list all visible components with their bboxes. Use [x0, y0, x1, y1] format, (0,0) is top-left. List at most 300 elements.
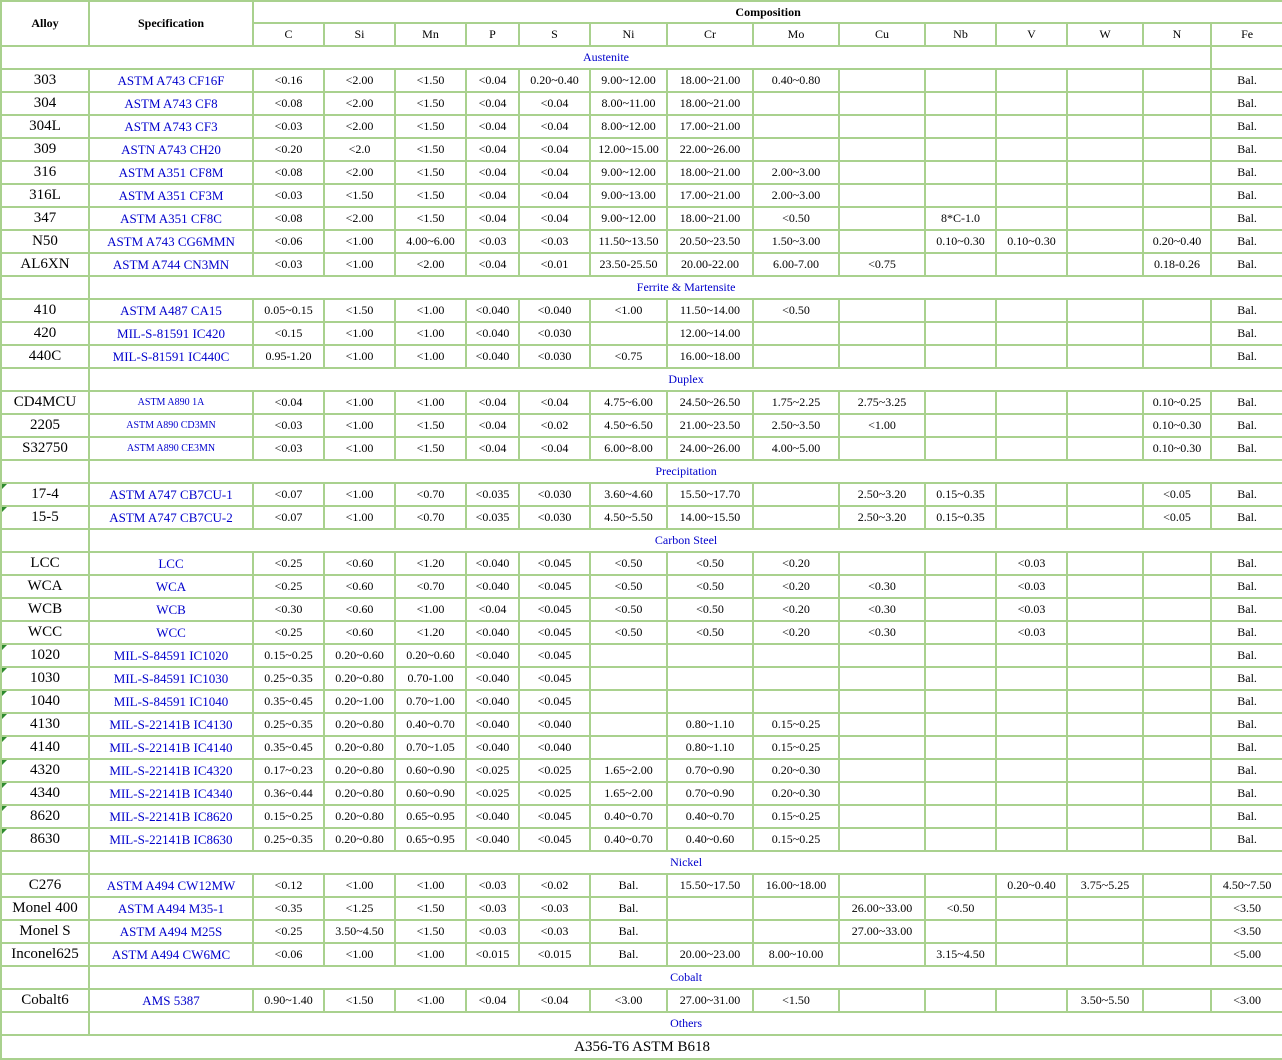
composition-cell-ni: Bal.	[590, 943, 667, 966]
composition-cell-mo: <0.20	[753, 552, 839, 575]
composition-cell-ni: 9.00~13.00	[590, 184, 667, 207]
composition-cell-mn: <1.00	[395, 874, 466, 897]
composition-cell-mo	[753, 115, 839, 138]
composition-cell-v	[996, 322, 1067, 345]
table-row	[1, 161, 1282, 184]
group-title: Ferrite & Martensite	[89, 276, 1282, 299]
composition-cell-v	[996, 690, 1067, 713]
composition-cell-n	[1143, 874, 1211, 897]
composition-cell-mo: 1.75~2.25	[753, 391, 839, 414]
specification-cell: WCC	[89, 621, 253, 644]
composition-cell-si: <1.50	[324, 184, 395, 207]
composition-cell-p: <0.035	[466, 506, 519, 529]
composition-cell-w	[1067, 437, 1143, 460]
composition-cell-cu: 27.00~33.00	[839, 920, 925, 943]
composition-cell-cr: 0.80~1.10	[667, 736, 753, 759]
composition-cell-fe: Bal.	[1211, 805, 1282, 828]
composition-cell-p: <0.025	[466, 782, 519, 805]
composition-cell-s: <0.045	[519, 667, 590, 690]
alloy-column-header: Alloy	[1, 1, 89, 46]
alloy-cell: Monel S	[1, 920, 89, 943]
composition-cell-s: <0.02	[519, 414, 590, 437]
alloy-cell: 8620	[1, 805, 89, 828]
composition-cell-mn: <1.50	[395, 115, 466, 138]
composition-cell-cu	[839, 552, 925, 575]
composition-cell-ni: 8.00~11.00	[590, 92, 667, 115]
composition-cell-fe: 4.50~7.50	[1211, 874, 1282, 897]
group-blank-cell	[1, 1012, 89, 1035]
composition-cell-w	[1067, 138, 1143, 161]
composition-cell-ni: 9.00~12.00	[590, 207, 667, 230]
composition-cell-cr: 17.00~21.00	[667, 184, 753, 207]
alloy-cell: N50	[1, 230, 89, 253]
composition-cell-si: <1.00	[324, 874, 395, 897]
composition-cell-n: 0.18-0.26	[1143, 253, 1211, 276]
composition-cell-p: <0.040	[466, 667, 519, 690]
composition-cell-n	[1143, 92, 1211, 115]
composition-cell-mn: 0.60~0.90	[395, 782, 466, 805]
specification-cell: ASTN A743 CH20	[89, 138, 253, 161]
group-header-row	[1, 460, 1282, 483]
composition-cell-v	[996, 115, 1067, 138]
composition-cell-cu	[839, 805, 925, 828]
composition-cell-n: 0.10~0.25	[1143, 391, 1211, 414]
alloy-cell: AL6XN	[1, 253, 89, 276]
composition-cell-mn: <1.00	[395, 598, 466, 621]
composition-cell-v	[996, 253, 1067, 276]
composition-cell-fe: Bal.	[1211, 598, 1282, 621]
composition-cell-si: 0.20~0.80	[324, 736, 395, 759]
composition-cell-v	[996, 184, 1067, 207]
group-header-row	[1, 46, 1282, 69]
composition-cell-mo	[753, 138, 839, 161]
composition-cell-n	[1143, 828, 1211, 851]
composition-cell-c: 0.25~0.35	[253, 713, 324, 736]
composition-cell-si: 0.20~0.80	[324, 805, 395, 828]
composition-cell-s: <0.03	[519, 920, 590, 943]
alloy-cell: 316L	[1, 184, 89, 207]
composition-cell-si: <1.00	[324, 345, 395, 368]
composition-cell-s: <0.030	[519, 506, 590, 529]
composition-cell-fe: Bal.	[1211, 299, 1282, 322]
alloy-cell: 1040	[1, 690, 89, 713]
composition-cell-nb	[925, 920, 996, 943]
composition-cell-si: <2.00	[324, 115, 395, 138]
alloy-cell: 4320	[1, 759, 89, 782]
table-row	[1, 552, 1282, 575]
group-blank-cell	[1, 460, 89, 483]
composition-cell-s: <0.040	[519, 736, 590, 759]
composition-cell-s: <0.040	[519, 713, 590, 736]
group-blank-cell	[1, 529, 89, 552]
composition-cell-cr: 18.00~21.00	[667, 161, 753, 184]
composition-cell-mo	[753, 322, 839, 345]
composition-cell-nb	[925, 598, 996, 621]
composition-cell-mo	[753, 897, 839, 920]
composition-cell-c: <0.25	[253, 552, 324, 575]
composition-cell-mn: <1.20	[395, 621, 466, 644]
composition-cell-s: <0.025	[519, 759, 590, 782]
others-value: A356-T6 ASTM B618	[1, 1035, 1282, 1059]
alloy-cell: 1020	[1, 644, 89, 667]
composition-cell-mn: <1.20	[395, 552, 466, 575]
composition-cell-c: <0.25	[253, 575, 324, 598]
composition-cell-mo	[753, 920, 839, 943]
composition-cell-nb	[925, 253, 996, 276]
composition-cell-mn: <0.70	[395, 483, 466, 506]
composition-cell-v: 0.10~0.30	[996, 230, 1067, 253]
alloy-cell: 410	[1, 299, 89, 322]
specification-cell: ASTM A747 CB7CU-1	[89, 483, 253, 506]
composition-cell-cu	[839, 69, 925, 92]
alloy-cell: Monel 400	[1, 897, 89, 920]
composition-cell-mo: <0.20	[753, 598, 839, 621]
composition-cell-n: 0.10~0.30	[1143, 414, 1211, 437]
composition-cell-p: <0.04	[466, 207, 519, 230]
composition-cell-s: <0.045	[519, 644, 590, 667]
composition-cell-mo: 0.15~0.25	[753, 736, 839, 759]
element-header-ni: Ni	[590, 23, 667, 46]
specification-cell: ASTM A494 M25S	[89, 920, 253, 943]
composition-cell-c: <0.25	[253, 920, 324, 943]
group-title: Nickel	[89, 851, 1282, 874]
composition-cell-cu	[839, 644, 925, 667]
composition-cell-c: <0.20	[253, 138, 324, 161]
alloy-cell: WCB	[1, 598, 89, 621]
element-header-fe: Fe	[1211, 23, 1282, 46]
composition-cell-ni: 4.75~6.00	[590, 391, 667, 414]
specification-cell: ASTM A351 CF8C	[89, 207, 253, 230]
composition-cell-v	[996, 943, 1067, 966]
composition-cell-fe: Bal.	[1211, 345, 1282, 368]
group-header-row-others	[1, 1012, 1282, 1035]
composition-cell-c: <0.03	[253, 414, 324, 437]
composition-cell-n	[1143, 322, 1211, 345]
element-header-si: Si	[324, 23, 395, 46]
composition-cell-n	[1143, 713, 1211, 736]
composition-cell-s: <0.025	[519, 782, 590, 805]
composition-cell-w	[1067, 322, 1143, 345]
composition-cell-v	[996, 736, 1067, 759]
composition-cell-s: <0.015	[519, 943, 590, 966]
alloy-cell: Inconel625	[1, 943, 89, 966]
composition-cell-nb	[925, 621, 996, 644]
table-row	[1, 874, 1282, 897]
composition-cell-cr: 18.00~21.00	[667, 207, 753, 230]
composition-cell-si: <1.50	[324, 989, 395, 1012]
composition-cell-s: <0.03	[519, 897, 590, 920]
composition-cell-si: <0.60	[324, 575, 395, 598]
composition-cell-cr: 11.50~14.00	[667, 299, 753, 322]
composition-cell-si: <1.00	[324, 506, 395, 529]
composition-cell-cr	[667, 920, 753, 943]
composition-cell-w	[1067, 115, 1143, 138]
specification-cell: MIL-S-22141B IC8630	[89, 828, 253, 851]
table-row	[1, 414, 1282, 437]
alloy-cell: 4140	[1, 736, 89, 759]
composition-cell-w	[1067, 299, 1143, 322]
composition-cell-v: 0.20~0.40	[996, 874, 1067, 897]
specification-cell: ASTM A494 M35-1	[89, 897, 253, 920]
composition-cell-n	[1143, 161, 1211, 184]
composition-cell-nb	[925, 184, 996, 207]
composition-cell-ni: 0.40~0.70	[590, 805, 667, 828]
table-row	[1, 92, 1282, 115]
composition-cell-fe: <3.50	[1211, 920, 1282, 943]
composition-cell-ni: 6.00~8.00	[590, 437, 667, 460]
composition-cell-c: <0.35	[253, 897, 324, 920]
composition-cell-mo	[753, 92, 839, 115]
composition-cell-mn: 0.60~0.90	[395, 759, 466, 782]
composition-cell-w	[1067, 943, 1143, 966]
composition-cell-cu	[839, 92, 925, 115]
specification-cell: ASTM A743 CF16F	[89, 69, 253, 92]
specification-cell: LCC	[89, 552, 253, 575]
composition-cell-w	[1067, 713, 1143, 736]
composition-cell-si: <0.60	[324, 621, 395, 644]
composition-cell-n	[1143, 943, 1211, 966]
composition-cell-fe: Bal.	[1211, 506, 1282, 529]
table-row	[1, 759, 1282, 782]
composition-cell-w: 3.50~5.50	[1067, 989, 1143, 1012]
composition-cell-ni: 4.50~5.50	[590, 506, 667, 529]
composition-cell-c: <0.30	[253, 598, 324, 621]
composition-cell-p: <0.04	[466, 115, 519, 138]
composition-cell-p: <0.03	[466, 230, 519, 253]
composition-cell-w	[1067, 736, 1143, 759]
composition-cell-nb	[925, 69, 996, 92]
composition-cell-nb	[925, 690, 996, 713]
composition-cell-c: 0.25~0.35	[253, 667, 324, 690]
composition-cell-fe: Bal.	[1211, 552, 1282, 575]
composition-cell-cr: <0.50	[667, 575, 753, 598]
composition-cell-s: <0.03	[519, 230, 590, 253]
composition-cell-ni: <0.50	[590, 621, 667, 644]
table-row	[1, 184, 1282, 207]
composition-cell-n	[1143, 184, 1211, 207]
composition-cell-p: <0.025	[466, 759, 519, 782]
composition-cell-cr: 20.50~23.50	[667, 230, 753, 253]
composition-cell-n	[1143, 897, 1211, 920]
composition-cell-cr: 18.00~21.00	[667, 69, 753, 92]
composition-cell-ni: 12.00~15.00	[590, 138, 667, 161]
composition-cell-cu	[839, 184, 925, 207]
composition-cell-n: 0.10~0.30	[1143, 437, 1211, 460]
composition-cell-mo: <1.50	[753, 989, 839, 1012]
composition-cell-fe: Bal.	[1211, 667, 1282, 690]
composition-cell-c: <0.08	[253, 207, 324, 230]
composition-cell-mn: <1.50	[395, 437, 466, 460]
table-row	[1, 506, 1282, 529]
composition-cell-mn: <1.50	[395, 184, 466, 207]
composition-cell-mn: 4.00~6.00	[395, 230, 466, 253]
composition-cell-cu: 2.75~3.25	[839, 391, 925, 414]
composition-cell-mo: 0.15~0.25	[753, 805, 839, 828]
group-title: Austenite	[1, 46, 1211, 69]
composition-cell-p: <0.04	[466, 184, 519, 207]
composition-cell-w	[1067, 667, 1143, 690]
composition-cell-cu	[839, 667, 925, 690]
composition-cell-s: <0.04	[519, 115, 590, 138]
composition-cell-w	[1067, 184, 1143, 207]
composition-cell-fe: Bal.	[1211, 828, 1282, 851]
composition-cell-nb: 8*C-1.0	[925, 207, 996, 230]
composition-cell-w	[1067, 230, 1143, 253]
composition-cell-p: <0.04	[466, 391, 519, 414]
table-row	[1, 69, 1282, 92]
composition-cell-cr: 14.00~15.50	[667, 506, 753, 529]
composition-cell-mn: <1.50	[395, 414, 466, 437]
composition-cell-mo: 6.00-7.00	[753, 253, 839, 276]
composition-cell-p: <0.04	[466, 69, 519, 92]
group-blank-cell	[1, 276, 89, 299]
composition-cell-p: <0.040	[466, 690, 519, 713]
composition-cell-cr: 0.70~0.90	[667, 759, 753, 782]
composition-cell-mn: <1.50	[395, 920, 466, 943]
table-row	[1, 207, 1282, 230]
composition-cell-n	[1143, 299, 1211, 322]
composition-cell-s: <0.04	[519, 92, 590, 115]
composition-cell-p: <0.040	[466, 713, 519, 736]
group-header-row	[1, 851, 1282, 874]
composition-cell-si: 0.20~1.00	[324, 690, 395, 713]
composition-cell-p: <0.04	[466, 253, 519, 276]
composition-cell-p: <0.040	[466, 322, 519, 345]
table-row	[1, 736, 1282, 759]
composition-cell-c: <0.16	[253, 69, 324, 92]
composition-cell-w	[1067, 644, 1143, 667]
composition-cell-si: <1.25	[324, 897, 395, 920]
composition-cell-cu	[839, 161, 925, 184]
composition-cell-w	[1067, 483, 1143, 506]
composition-cell-c: <0.12	[253, 874, 324, 897]
composition-cell-cu: 2.50~3.20	[839, 506, 925, 529]
composition-cell-v: <0.03	[996, 552, 1067, 575]
specification-cell: ASTM A890 1A	[89, 391, 253, 414]
composition-cell-v	[996, 345, 1067, 368]
composition-cell-v	[996, 92, 1067, 115]
composition-cell-c: <0.07	[253, 506, 324, 529]
composition-cell-v	[996, 161, 1067, 184]
composition-cell-p: <0.04	[466, 138, 519, 161]
group-title-others: Others	[89, 1012, 1282, 1035]
composition-cell-fe: Bal.	[1211, 253, 1282, 276]
composition-cell-ni: Bal.	[590, 874, 667, 897]
composition-cell-w	[1067, 621, 1143, 644]
composition-cell-ni	[590, 644, 667, 667]
composition-cell-mn: 0.65~0.95	[395, 828, 466, 851]
composition-cell-si: <2.00	[324, 69, 395, 92]
table-row	[1, 115, 1282, 138]
composition-cell-mn: <1.00	[395, 989, 466, 1012]
element-header-p: P	[466, 23, 519, 46]
composition-cell-mo: 2.00~3.00	[753, 161, 839, 184]
composition-cell-s: <0.02	[519, 874, 590, 897]
alloy-cell: C276	[1, 874, 89, 897]
table-row	[1, 644, 1282, 667]
alloy-cell: 420	[1, 322, 89, 345]
composition-cell-ni: <0.50	[590, 598, 667, 621]
composition-cell-nb	[925, 828, 996, 851]
composition-cell-p: <0.04	[466, 414, 519, 437]
composition-cell-s: <0.04	[519, 138, 590, 161]
composition-cell-cu: <0.30	[839, 598, 925, 621]
composition-cell-nb	[925, 644, 996, 667]
composition-cell-fe: Bal.	[1211, 391, 1282, 414]
composition-cell-w	[1067, 690, 1143, 713]
table-row	[1, 253, 1282, 276]
composition-cell-v	[996, 920, 1067, 943]
composition-cell-cr: 24.00~26.00	[667, 437, 753, 460]
composition-cell-mn: <1.00	[395, 299, 466, 322]
composition-cell-s: <0.030	[519, 322, 590, 345]
specification-cell: ASTM A487 CA15	[89, 299, 253, 322]
element-header-cu: Cu	[839, 23, 925, 46]
composition-cell-ni: 8.00~12.00	[590, 115, 667, 138]
composition-cell-mo: 0.40~0.80	[753, 69, 839, 92]
composition-cell-w	[1067, 253, 1143, 276]
composition-cell-w	[1067, 506, 1143, 529]
alloy-cell: 303	[1, 69, 89, 92]
composition-cell-cr: <0.50	[667, 621, 753, 644]
composition-cell-cr: 0.40~0.60	[667, 828, 753, 851]
composition-cell-nb	[925, 782, 996, 805]
alloy-cell: 304L	[1, 115, 89, 138]
composition-cell-s: <0.030	[519, 345, 590, 368]
table-row	[1, 138, 1282, 161]
composition-cell-mo: <0.20	[753, 621, 839, 644]
composition-cell-p: <0.03	[466, 874, 519, 897]
composition-cell-s: <0.045	[519, 552, 590, 575]
composition-cell-s: <0.045	[519, 621, 590, 644]
composition-cell-p: <0.015	[466, 943, 519, 966]
specification-cell: WCA	[89, 575, 253, 598]
element-header-v: V	[996, 23, 1067, 46]
alloy-cell: 2205	[1, 414, 89, 437]
composition-cell-cu: 2.50~3.20	[839, 483, 925, 506]
composition-cell-v	[996, 437, 1067, 460]
composition-cell-ni	[590, 713, 667, 736]
composition-cell-n	[1143, 138, 1211, 161]
composition-cell-mo: 0.20~0.30	[753, 759, 839, 782]
composition-cell-v	[996, 828, 1067, 851]
table-row	[1, 828, 1282, 851]
composition-cell-cr	[667, 897, 753, 920]
composition-cell-fe: Bal.	[1211, 69, 1282, 92]
group-title: Duplex	[89, 368, 1282, 391]
composition-cell-ni: <0.75	[590, 345, 667, 368]
alloy-cell: 316	[1, 161, 89, 184]
composition-cell-cu	[839, 138, 925, 161]
composition-cell-p: <0.040	[466, 805, 519, 828]
composition-cell-cr: 18.00~21.00	[667, 92, 753, 115]
table-row	[1, 230, 1282, 253]
composition-cell-ni: 1.65~2.00	[590, 782, 667, 805]
specification-cell: ASTM A743 CF8	[89, 92, 253, 115]
specification-cell: MIL-S-81591 IC420	[89, 322, 253, 345]
group-header-row	[1, 368, 1282, 391]
composition-cell-s: <0.04	[519, 391, 590, 414]
composition-cell-s: <0.04	[519, 161, 590, 184]
table-body	[1, 46, 1282, 1059]
composition-cell-mo: 16.00~18.00	[753, 874, 839, 897]
alloy-cell: 4340	[1, 782, 89, 805]
group-title: Cobalt	[89, 966, 1282, 989]
table-row	[1, 989, 1282, 1012]
composition-cell-s: <0.045	[519, 805, 590, 828]
composition-cell-si: 0.20~0.80	[324, 828, 395, 851]
composition-cell-p: <0.040	[466, 345, 519, 368]
